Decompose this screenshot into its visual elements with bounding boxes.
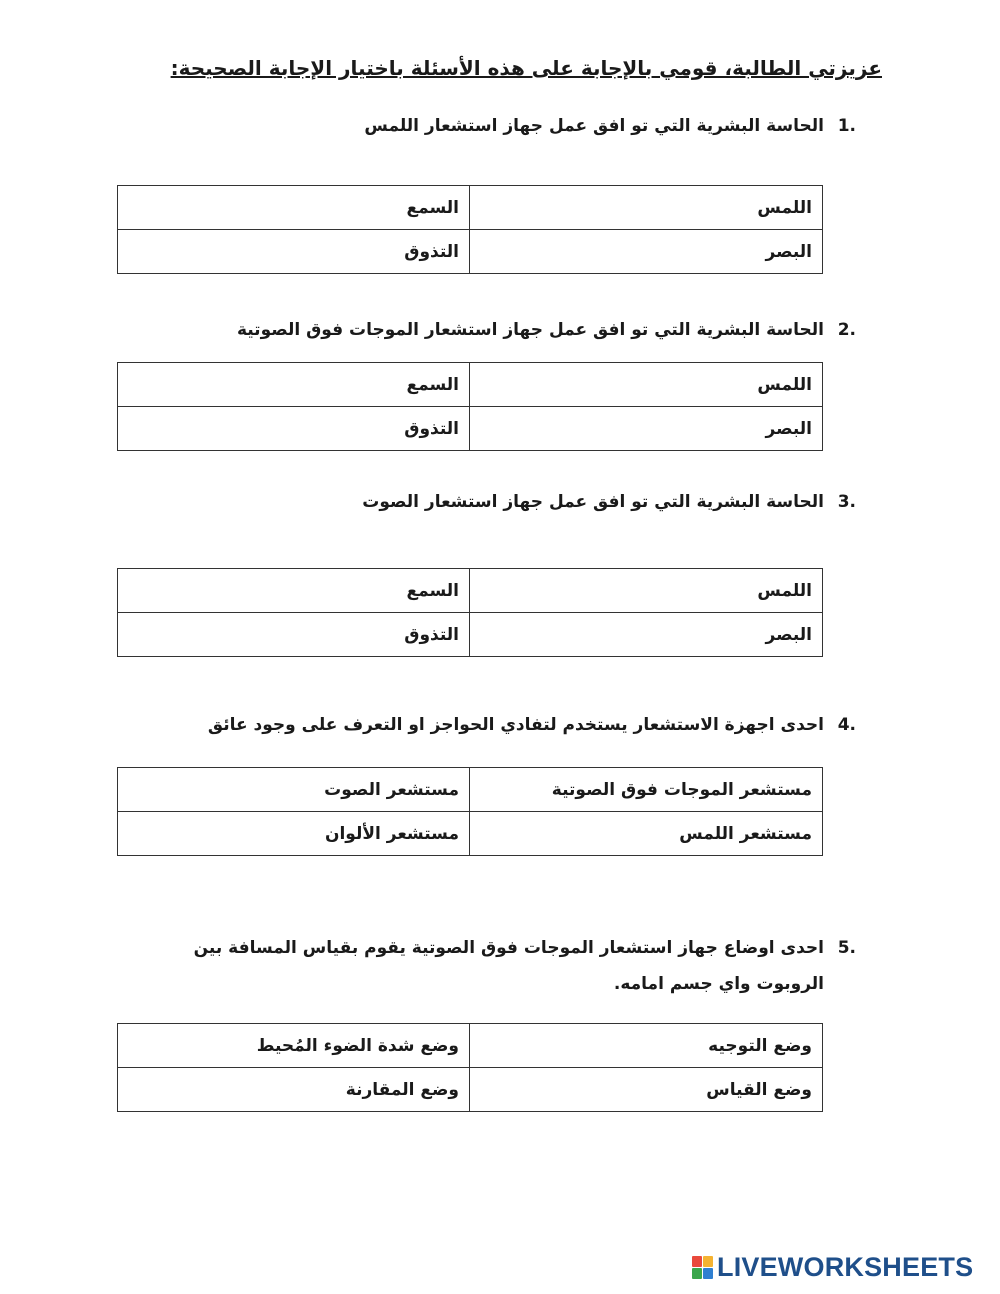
answer-table-5: [117, 1023, 823, 1112]
question-number: 3.: [837, 492, 856, 512]
question-text: احدى اجهزة الاستشعار يستخدم لتفادي الحواجز او التعرف على وجود عائق: [207, 715, 824, 735]
worksheet-title: عزيزتي الطالبة، قومي بالإجابة على هذه الأسئلة باختيار الإجابة الصحيحة:: [170, 56, 882, 80]
answer-option[interactable]: التذوق: [118, 407, 470, 451]
answer-table-4: [117, 767, 823, 856]
answer-option[interactable]: السمع: [118, 363, 470, 407]
question-1: [144, 108, 856, 144]
answer-option[interactable]: البصر: [470, 230, 823, 274]
answer-option[interactable]: مستشعر الصوت: [118, 768, 470, 812]
answer-option[interactable]: اللمس: [470, 363, 823, 407]
answer-table-2: [117, 362, 823, 451]
question-2: [144, 312, 856, 348]
logo-square: [692, 1268, 702, 1279]
question-number: 4.: [837, 715, 856, 735]
question-number: 5.: [837, 938, 856, 958]
answer-option[interactable]: مستشعر الألوان: [118, 812, 470, 856]
question-text: الحاسة البشرية التي تو افق عمل جهاز استشعار الموجات فوق الصوتية: [236, 320, 824, 340]
answer-option[interactable]: وضع شدة الضوء المُحيط: [118, 1024, 470, 1068]
liveworksheets-branding: [692, 1252, 973, 1283]
question-text: الحاسة البشرية التي تو افق عمل جهاز استشعار الصوت: [362, 492, 824, 512]
answer-option[interactable]: وضع المقارنة: [118, 1068, 470, 1112]
answer-option[interactable]: اللمس: [470, 186, 823, 230]
question-5: [144, 930, 856, 1002]
answer-option[interactable]: التذوق: [118, 230, 470, 274]
answer-table-3: [117, 568, 823, 657]
question-4: [144, 707, 856, 743]
logo-square: [703, 1268, 713, 1279]
answer-option[interactable]: السمع: [118, 569, 470, 613]
answer-table-1: [117, 185, 823, 274]
logo-square: [692, 1256, 702, 1267]
answer-option[interactable]: البصر: [470, 613, 823, 657]
answer-option[interactable]: وضع التوجيه: [470, 1024, 823, 1068]
question-number: 2.: [837, 320, 856, 340]
answer-option[interactable]: وضع القياس: [470, 1068, 823, 1112]
answer-option[interactable]: التذوق: [118, 613, 470, 657]
answer-option[interactable]: مستشعر اللمس: [470, 812, 823, 856]
question-number: 1.: [837, 116, 856, 136]
question-text: الحاسة البشرية التي تو افق عمل جهاز استشعار اللمس: [364, 116, 824, 136]
answer-option[interactable]: مستشعر الموجات فوق الصوتية: [470, 768, 823, 812]
liveworksheets-logo-icon: [692, 1256, 713, 1279]
answer-option[interactable]: اللمس: [470, 569, 823, 613]
question-3: [144, 484, 856, 520]
logo-square: [703, 1256, 713, 1267]
brand-name: LIVEWORKSHEETS: [717, 1252, 974, 1282]
question-text: احدى اوضاع جهاز استشعار الموجات فوق الصوتية يقوم بقياس المسافة بين الروبوت واي جسم امامه.: [193, 938, 824, 994]
answer-option[interactable]: السمع: [118, 186, 470, 230]
answer-option[interactable]: البصر: [470, 407, 823, 451]
